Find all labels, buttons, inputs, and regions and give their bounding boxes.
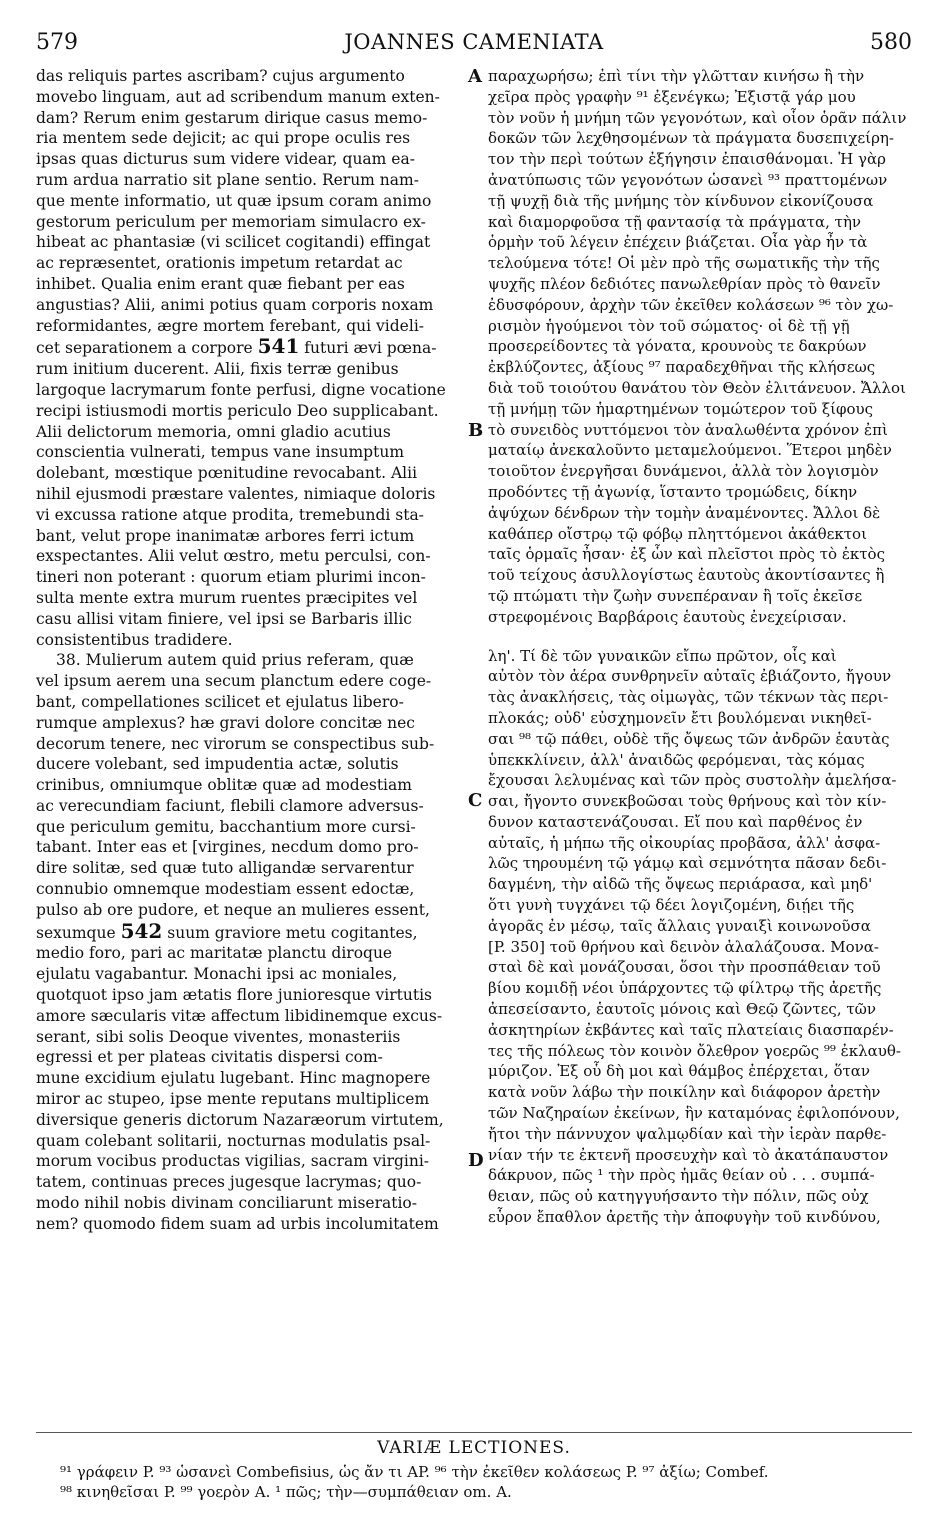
latin-text-2b: suum graviore metu cogitantes, medio foro, pari ac maritatæ planctu diroque ejulatu vagabantur. Monachi ipsi ac moniales, quotquot ipso jam ætatis flore junioresque virtutis amore sæcularis vitæ affectum libidinemque excus- serant, sibi solis Deoque viventes, monasteriis egressi et per plateas civitatis dispersi com- mune excidium ejulatu lugebant. Hinc magnopere miror ac stupeo, ipse mente reputans multiplicem diversique generis dictorum Nazaræorum virtutem, quam colebant solitarii, nocturnas modulatis psal- morum vocibus productas vigilias, sacram virgini- tatem, continuas preces jugesque lacrymas; quo- modo nihil nobis divinam conciliarunt miseratio- nem? quomodo fidem suam ad urbis incolumitatem <box>36 923 444 1233</box>
latin-text-2a: 38. Mulierum autem quid prius referam, quæ vel ipsum aerem una secum planctum edere coge- bant, compellationes scilicet et ejulatus libero- rumque amplexus? hæ gravi dolore concitæ nec decorum tenere, nec virorum se conspectibus sub- ducere volebant, sed impudentia actæ, solutis crinibus, omniumque oblitæ quæ ad modestiam ac verecundiam faciunt, flebili clamore adversus- que periculum gemitu, bacchantium more cursi- tabant. Inter eas et [virgines, necdum domo pro- dire solitæ, sed quæ tuto alligandæ servarentur connubio omnemque modestiam essent edoctæ, pulso ab ore pudore, et neque an mulieres essent, sexumque <box>36 651 435 942</box>
latin-column <box>36 66 468 1235</box>
margin-marker-c: C <box>468 790 483 811</box>
latin-text-1a: das reliquis partes ascribam? cujus argumento movebo linguam, aut ad scribendum manum exten- dam? Rerum enim gestarum dirique casus memo- ria mentem sede dejicit; ac qui prope oculis res ipsas quas dicturus sum videre videar, quam ea- rum ardua narratio sit plane sentio. Rerum nam- que mente informatio, ut quæ ipsum coram animo gestorum periculum per memoriam simulacro ex- hibeat ac phantasiæ (vi scilicet cogitandi) effingat ac repræsentet, orationis impetum retardat ac inhibet. Qualia enim erant quæ fiebant per eas angustias? Alii, animi potius quam corporis noxam reformidantes, ægre mortem ferebant, qui videli- cet separationem a corpore <box>36 67 440 358</box>
greek-column <box>488 66 912 1228</box>
margin-marker-a: A <box>468 66 482 87</box>
greek-paragraph-1: παραχωρήσω; ἐπὶ τίνι τὴν γλῶτταν κινήσω ἢ τὴν χεῖρα πρὸς γραφὴν ⁹¹ ἐξενέγκω; Ἐξιστᾷ γάρ μου τὸν νοῦν ἡ μνήμη τῶν γεγονότων, καὶ οἷον ὁρᾶν πάλιν δοκῶν τῶν λεχθησομένων τὰ πράγματα δυσεπιχείρη- τον τὴν περὶ τούτων ἐξήγησιν ἐπαισθάνομαι. Ἡ γὰρ ἀνατύπωσις τῶν γεγονότων ὡσανεὶ ⁹³ πραττομένων τῇ ψυχῇ διὰ τῆς μνήμης τὸν κίνδυνον εἰκονίζουσα καὶ διαμορφοῦσα τῇ φαντασίᾳ τὰ πράγματα, τὴν ὁρμὴν τοῦ λέγειν ἐπέχειν βιάζεται. Οἷα γὰρ ἦν τὰ τελούμενα τότε! Οἱ μὲν πρὸ τῆς σωματικῆς τὴν τῆς ψυχῆς πλέον δεδιότες πανωλεθρίαν πρὸς τὸ θανεῖν ἐδυσφόρουν, ἀρχὴν τῶν ἐκεῖθεν κολάσεων ⁹⁶ τὸν χω- ρισμὸν ἡγούμενοι τὸν τοῦ σώματος· οἱ δὲ τῇ γῇ προσερείδοντες τὰ γόνατα, κρουνοὺς τε δακρύων ἐκβλύζοντες, ἀξίους ⁹⁷ παραδεχθῆναι τῆς κλήσεως διὰ τοῦ τοιούτου θανάτου τὸν Θεὸν ἐλιτάνευον. Ἄλλοι τῇ μνήμῃ τῶν ἡμαρτημένων τομώτερον τοῦ ξίφους τὸ συνειδὸς νυττόμενοι τὸν ἀναλωθέντα χρόνον ἐπὶ ματαίῳ ἀνεκαλοῦντο μεταμελούμενοι. Ἕτεροι μηδὲν τοιοῦτον ἐνεργῆσαι δυνάμενοι, ἀλλὰ τὸν λογισμὸν προδόντες τῇ ἀγωνίᾳ, ἵσταντο τρομώδεις, δίκην ἀψύχων δένδρων τὴν τομὴν ἀναμένοντες. Ἄλλοι δὲ καθάπερ οἴστρῳ τῷ φόβῳ πληττόμενοι ἀκάθεκτοι ταῖς ὁρμαῖς ἦσαν· ἐξ ὧν καὶ πλεῖστοι πρὸς τὸ ἐκτὸς τοῦ τείχους ἀσυλλογίστως ἑαυτοὺς ἀκοντίσαντες ἢ τῷ πτώματι τὴν ζωὴν συνεπέραναν ἢ τοῖς ἐκεῖσε στρεφομένοις Βαρβάροις ἑαυτοὺς ἐνεχείρισαν. <box>488 67 907 626</box>
page-marker-541: 541 <box>257 334 300 359</box>
page-number-right: 580 <box>870 30 912 55</box>
variae-lectiones-notes: ⁹¹ γράφειν P. ⁹³ ὡσανεὶ Combefisius, ὡς ἄν τι AP. ⁹⁶ τὴν ἐκεῖθεν κολάσεως P. ⁹⁷ ἀξίω; Combef. ⁹⁸ κινηθεῖσαι P. ⁹⁹ γοερὸν A. ¹ πῶς; τὴν—συμπάθειαν om. A. <box>60 1463 769 1501</box>
latin-paragraph-2 <box>36 650 468 1234</box>
running-title: JOANNES CAMENIATA <box>344 30 604 54</box>
margin-marker-d: D <box>468 1150 484 1171</box>
latin-text-1b: futuri ævi pœna- rum initium ducerent. Alii, fixis terræ genibus largoque lacrymarum fonte perfusi, digne vocatione recipi istiusmodi mortis periculo Deo supplicabant. Alii delictorum memoria, omni gladio acutius conscientia vulnerati, tempus vane insumptum dolebant, mœstique pœnitudine revocabant. Alii nihil ejusmodi præstare valentes, nimiaque doloris vi excussa ratione atque prodita, tremebundi sta- bant, velut prope inanimatæ arbores ferri ictum exspectantes. Alii velut œstro, metu perculsi, con- tineri non poterant : quorum etiam plurimi incon- sulta mente extra murum ruentes præcipites vel casu allisi vitam finiere, vel ipsi se Barbaris illic consistentibus tradidere. <box>36 339 446 649</box>
variae-lectiones-title: VARIÆ LECTIONES. <box>377 1438 571 1458</box>
page-marker-542: 542 <box>120 918 163 943</box>
margin-marker-b: B <box>468 420 484 441</box>
page-number-left: 579 <box>36 30 78 55</box>
footer-divider <box>36 1432 912 1433</box>
greek-paragraph-2: λη'. Τί δὲ τῶν γυναικῶν εἴπω πρῶτον, οἷς καὶ αὐτὸν τὸν ἀέρα συνθρηνεῖν αὐταῖς ἐβιάζοντο, ἤγουν τὰς ἀνακλήσεις, τὰς οἰμωγὰς, τῶν τέκνων τὰς περι- πλοκάς; οὐδ' εὐσχημονεῖν ἔτι βουλόμεναι νικηθεῖ- σαι ⁹⁸ τῷ πάθει, οὐδὲ τῆς ὄψεως τῶν ἀνδρῶν ἑαυτὰς ὑπεκκλίνειν, ἀλλ' ἀναιδῶς φερόμεναι, τὰς κόμας ἔχουσαι λελυμένας καὶ τῶν πρὸς συστολὴν ἀμελήσα- σαι, ἤγοντο συνεκβοῶσαι τοὺς θρήνους καὶ τὸν κίν- δυνον καταστενάζουσαι. Εἴ που καὶ παρθένος ἐν αὐταῖς, ἡ μήπω τῆς οἰκουρίας προβᾶσα, ἀλλ' ἀσφα- λῶς τηρουμένη τῷ γάμῳ καὶ σεμνότητα πᾶσαν δεδι- δαγμένη, τὴν αἰδῶ τῆς ὄψεως περιάρασα, καὶ μηδ' ὅτι γυνὴ τυγχάνει τῷ δέει λογιζομένη, διῄει τῆς ἀγορᾶς ἐν μέσῳ, ταῖς ἄλλαις γυναιξὶ κοινωνοῦσα [P. 350] τοῦ θρήνου καὶ δεινὸν ἀλαλάζουσα. Μονα- σταὶ δὲ καὶ μονάζουσαι, ὅσοι τὴν προσπάθειαν τοῦ βίου κομιδῇ νέοι ὑπάρχοντες τῷ φίλτρῳ τῆς ἀρετῆς ἀπεσείσαντο, ἑαυτοῖς μόνοις καὶ Θεῷ ζῶντες, τῶν ἀσκητηρίων ἐκβάντες καὶ ταῖς πλατείαις διασπαρέν- τες τῆς πόλεως τὸν κοινὸν ὄλεθρον γοερῶς ⁹⁹ ἐκλαυθ- μύριζον. Ἐξ οὗ δὴ μοι καὶ θάμβος ἐπέρχεται, ὅταν κατὰ νοῦν λάβω τὴν ποικίλην καὶ διάφορον ἀρετὴν τῶν Ναζηραίων ἐκείνων, ἣν καταμόνας ἐφιλοπόνουν, ἤτοι τὴν πάννυχον ψαλμῳδίαν καὶ τὴν ἱερὰν παρθε- νίαν τήν τε ἐκτενῆ προσευχὴν καὶ τὸ ἀκατάπαυστον δάκρυον, πῶς ¹ τὴν πρὸς ἡμᾶς θείαν οὐ . . . συμπά- θειαν, πῶς οὐ κατηγγυήσαντο τὴν πόλιν, πῶς οὐχ εὗρον ἔπαθλον ἀρετῆς τὴν ἀποφυγὴν τοῦ κινδύνου, <box>488 646 901 1227</box>
page-header <box>36 30 912 60</box>
latin-paragraph-1 <box>36 66 468 650</box>
